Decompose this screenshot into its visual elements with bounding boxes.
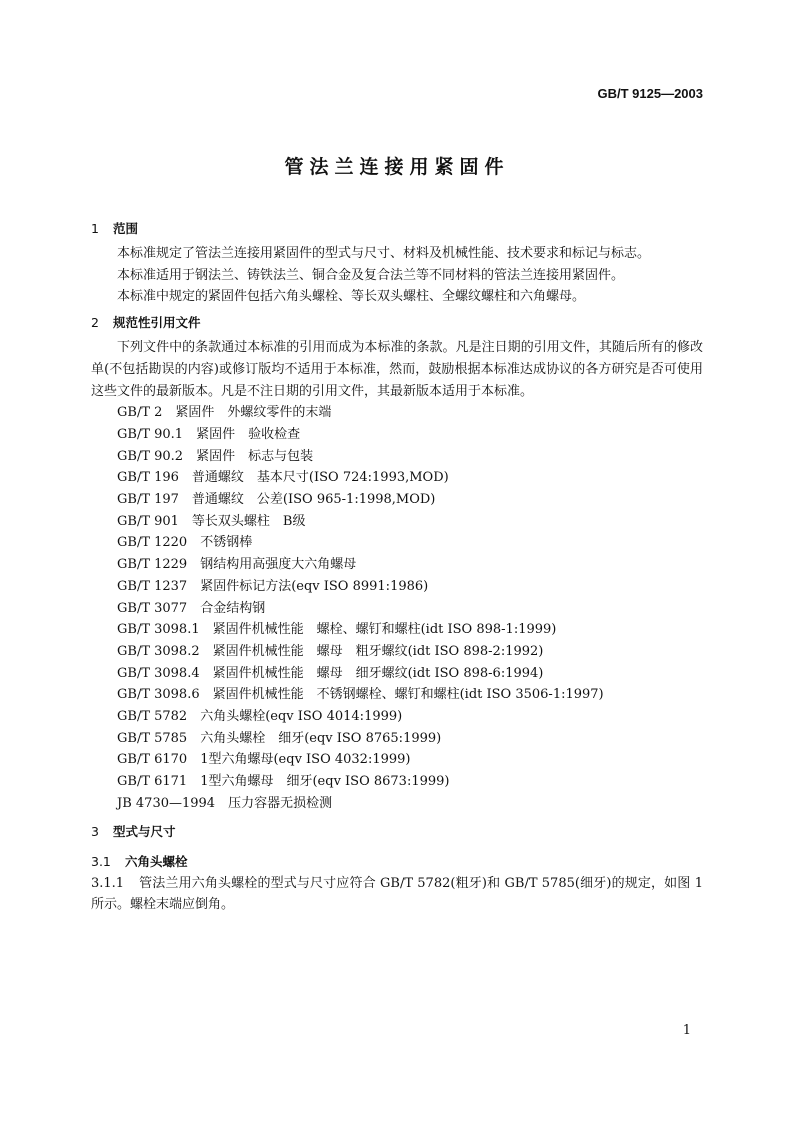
reference-item: GB/T 90.2 紧固件 标志与包装 bbox=[117, 448, 314, 464]
reference-item: GB/T 6171 1型六角螺母 细牙(eqv ISO 8673:1999) bbox=[117, 774, 450, 790]
standard-code: GB/T 9125—2003 bbox=[597, 86, 703, 101]
section-number: 3 bbox=[91, 823, 99, 839]
reference-item: GB/T 3098.1 紧固件机械性能 螺栓、螺钉和螺柱(idt ISO 898-1:1999) bbox=[117, 622, 557, 638]
reference-item: GB/T 6170 1型六角螺母(eqv ISO 4032:1999) bbox=[117, 752, 411, 768]
document-body bbox=[91, 218, 703, 916]
references-intro: 下列文件中的条款通过本标准的引用而成为本标准的条款。凡是注日期的引用文件，其随后所有的修改单(不包括勘误的内容)或修订版均不适用于本标准，然而，鼓励根据本标准达成协议的各方研究是否可使用这些文件的最新版本。凡是不注日期的引用文件，其最新版本适用于本标准。 bbox=[91, 340, 703, 399]
reference-item: GB/T 901 等长双头螺柱 B级 bbox=[117, 513, 306, 529]
section-heading-normative-references bbox=[91, 312, 703, 334]
reference-item: GB/T 90.1 紧固件 验收检查 bbox=[117, 426, 301, 442]
subsection-heading-hex-bolt bbox=[91, 851, 703, 873]
clause-number: 3.1.1 bbox=[91, 875, 125, 891]
paragraph: 本标准中规定的紧固件包括六角头螺栓、等长双头螺柱、全螺纹螺柱和六角螺母。 bbox=[117, 289, 586, 305]
reference-item: JB 4730—1994 压力容器无损检测 bbox=[117, 795, 333, 811]
clause-3-1-1 bbox=[91, 873, 703, 916]
section-number: 1 bbox=[91, 221, 99, 236]
section-references-body bbox=[91, 337, 703, 814]
section-title: 型式与尺寸 bbox=[113, 823, 176, 839]
reference-item: GB/T 197 普通螺纹 公差(ISO 965-1:1998,MOD) bbox=[117, 492, 436, 508]
section-scope-body bbox=[91, 243, 703, 308]
section-title: 范围 bbox=[113, 221, 139, 236]
reference-item: GB/T 3098.2 紧固件机械性能 螺母 粗牙螺纹(idt ISO 898-2:1992) bbox=[117, 643, 544, 659]
reference-item: GB/T 3098.6 紧固件机械性能 不锈钢螺栓、螺钉和螺柱(idt ISO 3506-1:1997) bbox=[117, 687, 604, 703]
document-title: 管法兰连接用紧固件 bbox=[284, 156, 510, 178]
reference-item: GB/T 1237 紧固件标记方法(eqv ISO 8991:1986) bbox=[117, 578, 429, 594]
reference-list bbox=[91, 402, 703, 814]
section-heading-scope bbox=[91, 218, 703, 240]
subsection-title: 六角头螺栓 bbox=[125, 853, 188, 869]
section-number: 2 bbox=[91, 315, 99, 331]
reference-item: GB/T 1220 不锈钢棒 bbox=[117, 535, 253, 551]
reference-item: GB/T 3077 合金结构钢 bbox=[117, 600, 266, 616]
subsection-number: 3.1 bbox=[91, 853, 111, 869]
reference-item: GB/T 2 紧固件 外螺纹零件的末端 bbox=[117, 405, 332, 421]
section-heading-types-dimensions bbox=[91, 821, 703, 843]
paragraph: 本标准规定了管法兰连接用紧固件的型式与尺寸、材料及机械性能、技术要求和标记与标志。 bbox=[117, 246, 651, 261]
clause-text: 管法兰用六角头螺栓的型式与尺寸应符合 GB/T 5782(粗牙)和 GB/T 5785(细牙)的规定，如图 1 所示。螺栓末端应倒角。 bbox=[91, 875, 703, 913]
reference-item: GB/T 3098.4 紧固件机械性能 螺母 细牙螺纹(idt ISO 898-6:1994) bbox=[117, 665, 544, 681]
section-title: 规范性引用文件 bbox=[113, 315, 201, 331]
paragraph: 本标准适用于钢法兰、铸铁法兰、铜合金及复合法兰等不同材料的管法兰连接用紧固件。 bbox=[117, 267, 625, 283]
page-number: 1 bbox=[682, 1023, 691, 1038]
reference-item: GB/T 5785 六角头螺栓 细牙(eqv ISO 8765:1999) bbox=[117, 730, 442, 746]
reference-item: GB/T 196 普通螺纹 基本尺寸(ISO 724:1993,MOD) bbox=[117, 470, 449, 486]
reference-item: GB/T 1229 钢结构用高强度大六角螺母 bbox=[117, 557, 357, 573]
reference-item: GB/T 5782 六角头螺栓(eqv ISO 4014:1999) bbox=[117, 709, 403, 725]
